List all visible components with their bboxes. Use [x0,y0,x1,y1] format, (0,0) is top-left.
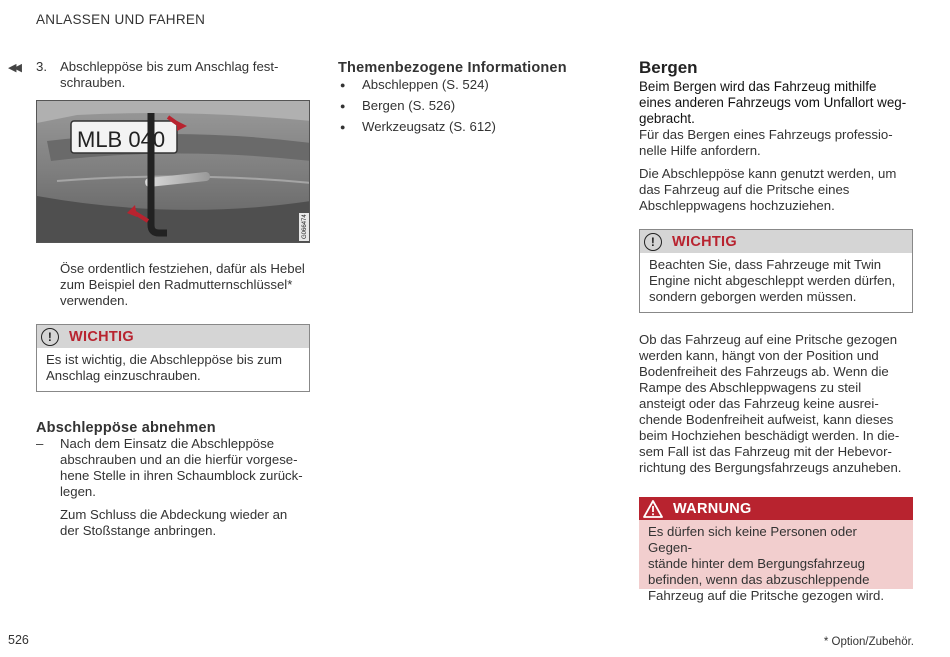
related-link[interactable]: Abschleppen (S. 524) [362,77,489,92]
step-line: Abschleppöse bis zum Anschlag fest- [60,59,279,74]
exclamation-icon: ! [41,328,59,346]
bergen-p2 [639,166,913,214]
p1-line: nelle Hilfe anfordern. [639,143,761,158]
note-line: zum Beispiel den Radmutternschlüssel* [60,277,293,292]
bullet-icon: ● [340,122,346,132]
p3-line: sem Fall ist das Fahrzeug mit der Hebevor- [639,444,892,459]
related-heading: Themenbezogene Informationen [338,60,567,76]
important-line: Engine nicht abgeschleppt werden dürfen, [649,273,896,288]
important-header [640,230,912,253]
related-link-item[interactable] [338,119,608,140]
final-note [60,507,310,539]
lead-line: Beim Bergen wird das Fahrzeug mithilfe [639,79,877,94]
important-body [37,348,309,390]
back-nav-icon[interactable]: ◀◀ [8,62,19,74]
important-line: Es ist wichtig, die Abschleppöse bis zum [46,352,283,367]
remove-line: Nach dem Einsatz die Abschleppöse [60,436,275,451]
warning-body [639,520,913,610]
warning-line: Es dürfen sich keine Personen oder Gegen- [648,524,857,555]
p3-line: richtung des Bergungsfahrzeugs anzuheben. [639,460,902,475]
final-line: der Stoßstange anbringen. [60,523,217,538]
bullet-icon: ● [340,101,346,111]
remove-step [36,436,310,500]
warning-triangle-icon [643,500,663,518]
related-link[interactable]: Werkzeugsatz (S. 612) [362,119,496,134]
towing-eye-figure [36,100,310,243]
column-middle [338,60,608,140]
final-line: Zum Schluss die Abdeckung wieder an [60,507,288,522]
lead-line: gebracht. [639,111,695,126]
footnote-option: * Option/Zubehör. [823,636,914,648]
p2-line: Die Abschleppöse kann genutzt werden, um [639,166,897,181]
plate-text: MLB 040 [77,127,166,152]
column-left [36,59,310,539]
step-3 [36,59,310,91]
important-box-twin-engine [639,229,913,313]
remove-line: legen. [60,484,96,499]
p3-line: werden kann, hängt von der Position und [639,348,879,363]
warning-box [639,497,913,603]
note-line: verwenden. [60,293,129,308]
p2-line: Abschleppwagens hochzuziehen. [639,198,835,213]
towing-eye-illustration [37,101,310,243]
figure-code: G066474 [302,214,308,239]
important-label: WICHTIG [69,328,134,345]
important-body [640,253,912,311]
p3-line: Bodenfreiheit des Fahrzeugs ab. Wenn die [639,364,889,379]
dash-marker: – [36,436,44,451]
p3-line: chende Bodenfreiheit aufweist, kann dieses [639,412,894,427]
important-box [36,324,310,392]
important-line: Beachten Sie, dass Fahrzeuge mit Twin [649,257,882,272]
bergen-lead [639,79,913,127]
step-number: 3. [36,59,47,74]
bergen-p1 [639,127,913,159]
lead-line: eines anderen Fahrzeugs vom Unfallort weg- [639,95,907,110]
page-number: 526 [8,633,29,647]
related-links [338,77,608,140]
related-link[interactable]: Bergen (S. 526) [362,98,456,113]
warning-line: befinden, wenn das abzuschleppende [648,572,870,587]
important-line: Anschlag einzuschrauben. [46,368,201,383]
bergen-p3 [639,332,913,476]
remove-line: abschrauben und an die hierfür vorgese- [60,452,298,467]
important-line: sondern geborgen werden müssen. [649,289,857,304]
tighten-note [60,261,310,309]
remove-heading: Abschleppöse abnehmen [36,420,216,436]
column-right [639,58,913,603]
step-line: schrauben. [60,75,126,90]
bullet-icon: ● [340,80,346,90]
bergen-heading: Bergen [639,58,698,77]
section-header: ANLASSEN UND FAHREN [36,12,206,27]
p3-line: beim Hochziehen beschädigt werden. In die- [639,428,900,443]
related-link-item[interactable] [338,98,608,119]
important-header [37,325,309,348]
warning-line: Fahrzeug auf die Pritsche gezogen wird. [648,588,885,603]
p3-line: Ob das Fahrzeug auf eine Pritsche gezogen [639,332,898,347]
important-label: WICHTIG [672,233,737,250]
warning-line: stände hinter dem Bergungsfahrzeug [648,556,866,571]
exclamation-icon: ! [644,233,662,251]
related-link-item[interactable] [338,77,608,98]
note-line: Öse ordentlich festziehen, dafür als Hebel [60,261,305,276]
remove-line: hene Stelle in ihren Schaumblock zurück- [60,468,303,483]
p2-line: das Fahrzeug auf die Pritsche eines [639,182,850,197]
p3-line: Rampe des Abschleppwagens zu steil [639,380,862,395]
p3-line: ansteigt oder das Fahrzeug keine ausrei- [639,396,879,411]
warning-label: WARNUNG [673,500,752,517]
p1-line: Für das Bergen eines Fahrzeugs professio- [639,127,893,142]
warning-header [639,497,913,520]
